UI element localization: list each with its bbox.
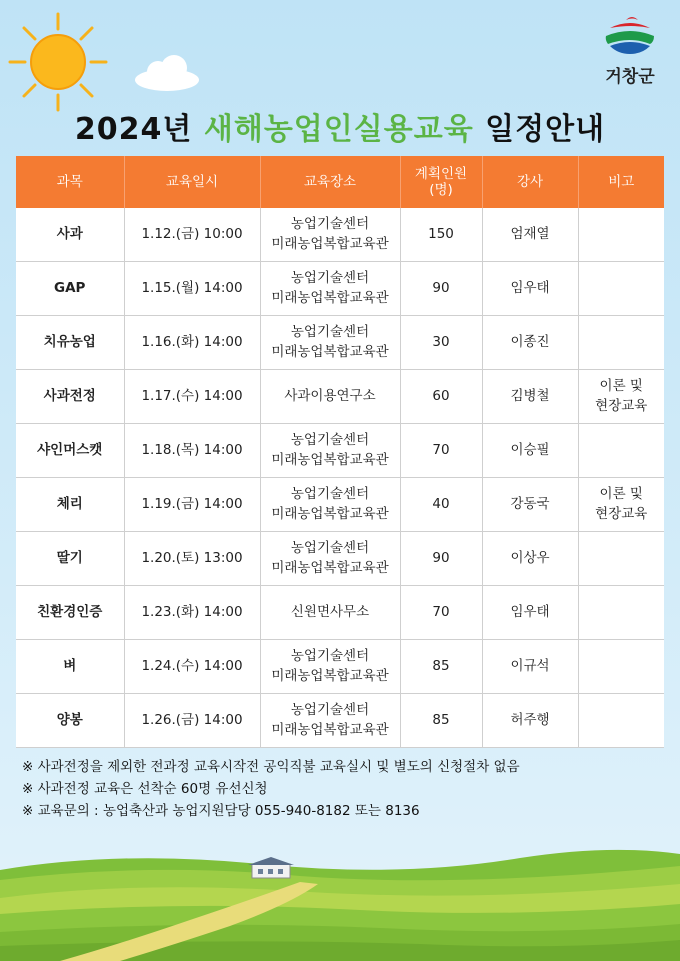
cell-instructor: 허주행 (482, 694, 578, 748)
cell-note (578, 532, 664, 586)
geochang-logo-icon (602, 14, 658, 56)
geochang-logo (600, 14, 660, 87)
cell-datetime: 1.16.(화) 14:00 (124, 316, 260, 370)
cell-subject: GAP (16, 262, 124, 316)
cell-datetime: 1.24.(수) 14:00 (124, 640, 260, 694)
cell-subject: 벼 (16, 640, 124, 694)
cell-note: 이론 및 현장교육 (578, 478, 664, 532)
cell-count: 70 (400, 424, 482, 478)
table-row (16, 316, 664, 370)
cell-instructor: 이상우 (482, 532, 578, 586)
table-header-row (16, 156, 664, 208)
cell-place: 농업기술센터 미래농업복합교육관 (260, 424, 400, 478)
cell-datetime: 1.18.(목) 14:00 (124, 424, 260, 478)
cell-note (578, 262, 664, 316)
table-row (16, 478, 664, 532)
page-title (0, 104, 680, 148)
schedule-table (16, 156, 664, 748)
cell-instructor: 이규석 (482, 640, 578, 694)
cell-place: 농업기술센터 미래농업복합교육관 (260, 532, 400, 586)
cell-note (578, 424, 664, 478)
title-suffix: 일정안내 (485, 112, 606, 147)
cell-instructor: 김병철 (482, 370, 578, 424)
cell-subject: 체리 (16, 478, 124, 532)
cell-place: 농업기술센터 미래농업복합교육관 (260, 208, 400, 262)
note-line: ※ 사과전정 교육은 선착순 60명 유선신청 (22, 781, 268, 797)
cell-count: 40 (400, 478, 482, 532)
cell-instructor: 임우태 (482, 262, 578, 316)
cell-instructor: 임우태 (482, 586, 578, 640)
table-row (16, 370, 664, 424)
cell-count: 85 (400, 640, 482, 694)
table-row (16, 208, 664, 262)
title-year: 2024년 (74, 112, 193, 147)
cloud-icon (132, 52, 202, 92)
cell-datetime: 1.15.(월) 14:00 (124, 262, 260, 316)
cell-note (578, 208, 664, 262)
cell-datetime: 1.17.(수) 14:00 (124, 370, 260, 424)
cell-instructor: 이종진 (482, 316, 578, 370)
cell-place: 농업기술센터 미래농업복합교육관 (260, 478, 400, 532)
header-count: 계획인원 (명) (400, 156, 482, 208)
header-note: 비고 (578, 156, 664, 208)
cell-place: 농업기술센터 미래농업복합교육관 (260, 694, 400, 748)
cell-place: 농업기술센터 미래농업복합교육관 (260, 262, 400, 316)
cell-count: 90 (400, 262, 482, 316)
cell-count: 30 (400, 316, 482, 370)
cell-instructor: 이승필 (482, 424, 578, 478)
note-line: ※ 교육문의 : 농업축산과 농업지원담당 055-940-8182 또는 8136 (22, 803, 420, 819)
cell-subject: 친환경인증 (16, 586, 124, 640)
cell-subject: 사과전정 (16, 370, 124, 424)
cell-datetime: 1.23.(화) 14:00 (124, 586, 260, 640)
cell-datetime: 1.20.(토) 13:00 (124, 532, 260, 586)
cell-instructor: 엄재열 (482, 208, 578, 262)
cell-instructor: 강동국 (482, 478, 578, 532)
cell-subject: 양봉 (16, 694, 124, 748)
cell-count: 90 (400, 532, 482, 586)
cell-count: 60 (400, 370, 482, 424)
title-highlight: 새해농업인실용교육 (203, 112, 474, 147)
table-row (16, 424, 664, 478)
note-line: ※ 사과전정을 제외한 전과정 교육시작전 공익직불 교육실시 및 별도의 신청절차 없음 (22, 759, 520, 775)
cell-note (578, 586, 664, 640)
cell-note (578, 694, 664, 748)
farm-landscape (0, 840, 680, 961)
cell-place: 농업기술센터 미래농업복합교육관 (260, 640, 400, 694)
table-row (16, 694, 664, 748)
table-row (16, 262, 664, 316)
logo-name: 거창군 (605, 67, 655, 87)
header-place: 교육장소 (260, 156, 400, 208)
cell-count: 85 (400, 694, 482, 748)
cell-subject: 샤인머스캣 (16, 424, 124, 478)
table-row (16, 586, 664, 640)
cell-datetime: 1.12.(금) 10:00 (124, 208, 260, 262)
cell-note (578, 316, 664, 370)
header-subject: 과목 (16, 156, 124, 208)
table-row (16, 640, 664, 694)
header-datetime: 교육일시 (124, 156, 260, 208)
notes (22, 756, 520, 822)
header-instructor: 강사 (482, 156, 578, 208)
cell-note: 이론 및 현장교육 (578, 370, 664, 424)
cell-place: 농업기술센터 미래농업복합교육관 (260, 316, 400, 370)
cell-place: 사과이용연구소 (260, 370, 400, 424)
cell-subject: 딸기 (16, 532, 124, 586)
cell-place: 신원면사무소 (260, 586, 400, 640)
cell-subject: 사과 (16, 208, 124, 262)
cell-datetime: 1.26.(금) 14:00 (124, 694, 260, 748)
cell-subject: 치유농업 (16, 316, 124, 370)
cell-count: 70 (400, 586, 482, 640)
cell-count: 150 (400, 208, 482, 262)
cell-datetime: 1.19.(금) 14:00 (124, 478, 260, 532)
farmhouse-icon (248, 857, 294, 878)
table-row (16, 532, 664, 586)
sun-icon (8, 12, 108, 112)
cell-note (578, 640, 664, 694)
